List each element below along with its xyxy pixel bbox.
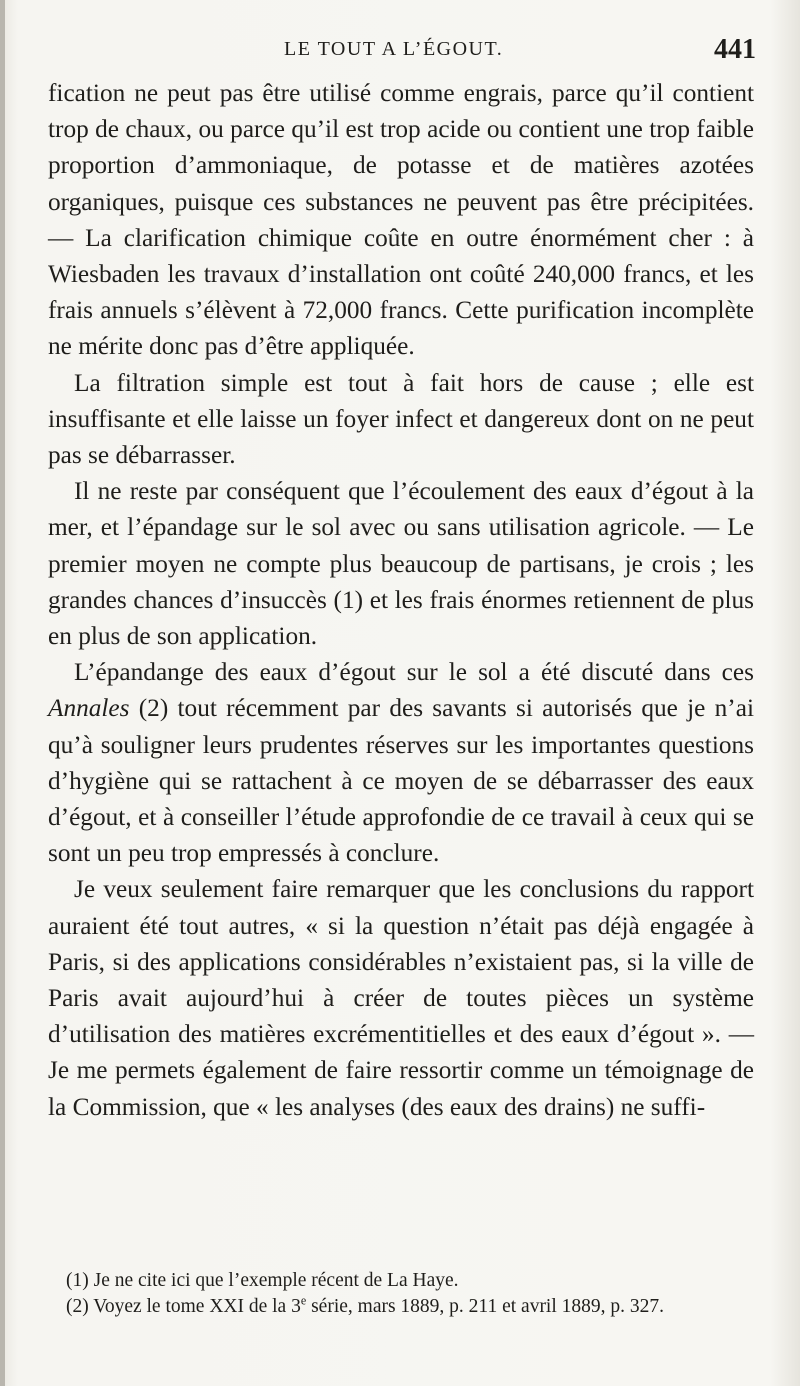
page-number: 441: [714, 34, 756, 65]
running-head: LE TOUT A L’ÉGOUT.: [284, 38, 504, 60]
page-header: [48, 34, 756, 74]
annales-italic: Annales: [48, 694, 130, 723]
paragraph-epandage-start: L’épandange des eaux d’égout sur le sol a été discuté dans ces: [74, 658, 754, 687]
main-text: [48, 75, 754, 1125]
footnotes: [48, 1268, 754, 1320]
footnote-2-rest: série, mars 1889, p. 211 et avril 1889, p. 327.: [306, 1296, 665, 1317]
paragraph-ecoulement: Il ne reste par conséquent que l’écoulement des eaux d’égout à la mer, et l’épandage sur le sol avec ou sans utilisation agricole. — Le premier moyen ne compte plus beaucoup de partisans, je crois ; les grandes chances d’insuccès (1) et les frais énormes retiennent de plus en plus de son application.: [48, 477, 754, 651]
paragraph-filtration: La filtration simple est tout à fait hors de cause ; elle est insuffisante et elle laisse un foyer infect et dangereux dont on ne peut pas se débarrasser.: [48, 368, 754, 470]
paragraph-continuation: fication ne peut pas être utilisé comme engrais, parce qu’il contient trop de chaux, ou parce qu’il est trop acide ou contient une trop faible proportion d’ammoniaque, de potasse et de matières azotées organiques, puisque ces substances ne peuvent pas être précipitées. — La clarification chimique coûte en outre énormément cher : à Wiesbaden les travaux d’installation ont coûté 240,000 francs, et les frais annuels s’élèvent à 72,000 francs. Cette purification incomplète ne mérite donc pas d’être appliquée.: [48, 79, 754, 361]
footnote-1: (1) Je ne cite ici que l’exemple récent de La Haye.: [66, 1270, 459, 1291]
footnote-2-superscript: e: [300, 1293, 307, 1308]
footnote-2-start: (2) Voyez le tome XXI de la 3: [66, 1296, 301, 1317]
paragraph-epandage: [48, 654, 754, 871]
paragraph-epandage-rest: (2) tout récemment par des savants si autorisés que je n’ai qu’à souligner leurs prudentes réserves sur les importantes questions d’hygiène qui se rattachent à ce moyen de se débarrasser des eaux d’égout, et à conseiller l’étude approfondie de ce travail à ceux qui se sont un peu trop empressés à conclure.: [48, 694, 754, 868]
paragraph-conclusions: Je veux seulement faire remarquer que les conclusions du rapport auraient été tout autres, « si la question n’était pas déjà engagée à Paris, si des applications considérables n’existaient pas, si la ville de Paris avait aujourd’hui à créer de toutes pièces un système d’utilisation des matières excrémentitielles et des eaux d’égout ». — Je me permets également de faire ressortir comme un témoignage de la Commission, que « les analyses (des eaux des drains) ne suffi-: [48, 875, 754, 1121]
footnote-2: [48, 1294, 754, 1320]
